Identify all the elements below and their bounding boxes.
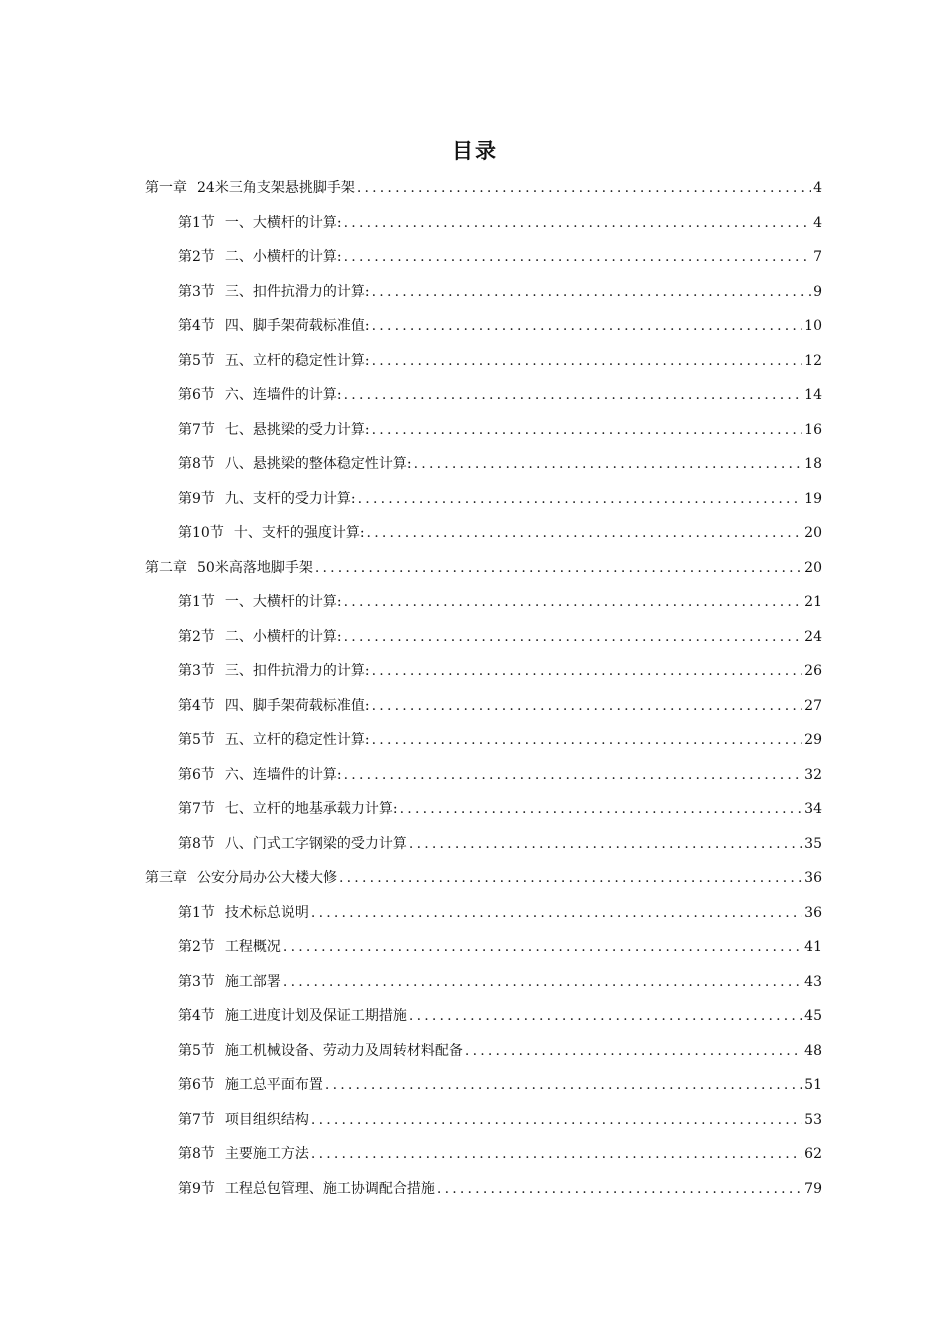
toc-entry-text: 50米高落地脚手架: [197, 559, 313, 576]
toc-entry-label: [178, 999, 407, 1034]
toc-dot-leader: [311, 896, 802, 931]
toc-entry-number: 第10节: [178, 525, 224, 541]
toc-section-entry[interactable]: [145, 930, 822, 965]
toc-page-number: 4: [813, 180, 822, 196]
toc-page-number: 79: [804, 1180, 822, 1197]
toc-page-number: 53: [804, 1111, 822, 1128]
toc-entry-number: 第2节: [178, 249, 215, 265]
toc-page-number: 12: [804, 352, 822, 369]
toc-dot-leader: [358, 482, 803, 517]
toc-entry-text: 八、门式工字钢梁的受力计算: [224, 835, 407, 852]
toc-entry-label: [178, 1068, 323, 1103]
toc-entry-text: 六、连墙件的计算:: [224, 387, 342, 403]
toc-entry-text: 二、小横杆的计算:: [224, 249, 342, 265]
toc-dot-leader: [372, 723, 803, 758]
toc-entry-text: 一、大横杆的计算:: [224, 214, 342, 231]
toc-entry-label: [178, 206, 342, 241]
toc-page-number: 62: [804, 1146, 822, 1162]
toc-page-number: 35: [804, 835, 822, 852]
toc-page-number: 45: [804, 1008, 822, 1024]
toc-section-entry[interactable]: [145, 620, 822, 655]
toc-section-entry[interactable]: [145, 999, 822, 1034]
toc-entry-label: [178, 516, 365, 551]
toc-dot-leader: [400, 792, 803, 827]
toc-section-entry[interactable]: [145, 447, 822, 482]
toc-section-entry[interactable]: [145, 378, 822, 413]
toc-section-entry[interactable]: [145, 309, 822, 344]
toc-dot-leader: [315, 551, 802, 586]
toc-entry-number: 第4节: [178, 318, 215, 334]
toc-entry-text: 四、脚手架荷载标准值:: [224, 697, 370, 714]
toc-page-number: 36: [804, 870, 822, 886]
toc-entry-text: 工程概况: [224, 939, 281, 955]
toc-entry-number: 第8节: [178, 456, 215, 472]
toc-dot-leader: [344, 758, 803, 793]
toc-section-entry[interactable]: [145, 1172, 822, 1207]
toc-entry-label: [178, 758, 342, 793]
toc-entry-label: [145, 551, 313, 586]
toc-dot-leader: [344, 240, 811, 275]
toc-section-entry[interactable]: [145, 689, 822, 724]
toc-entry-number: 第8节: [178, 835, 215, 852]
toc-entry-number: 第三章: [145, 870, 187, 886]
toc-entry-text: 施工部署: [224, 973, 281, 990]
toc-entry-label: [178, 1137, 309, 1172]
toc-section-entry[interactable]: [145, 723, 822, 758]
toc-page-number: 34: [804, 801, 822, 817]
toc-dot-leader: [344, 585, 803, 620]
toc-dot-leader: [344, 620, 803, 655]
toc-entry-text: 二、小横杆的计算:: [224, 628, 342, 645]
toc-entry-label: [178, 896, 309, 931]
toc-entry-label: [178, 585, 342, 620]
toc-chapter-entry[interactable]: [145, 171, 822, 206]
toc-page-number: 14: [804, 387, 822, 403]
toc-section-entry[interactable]: [145, 792, 822, 827]
toc-page-number: 10: [804, 318, 822, 334]
toc-entry-number: 第6节: [178, 387, 215, 403]
toc-page-number: 21: [804, 594, 822, 610]
toc-entry-label: [178, 792, 398, 827]
toc-page-number: 36: [804, 904, 822, 921]
toc-dot-leader: [283, 965, 802, 1000]
toc-entry-label: [178, 930, 281, 965]
toc-entry-text: 五、立杆的稳定性计算:: [224, 732, 370, 748]
toc-entry-number: 第5节: [178, 352, 215, 369]
toc-dot-leader: [465, 1034, 802, 1069]
toc-page-number: 20: [804, 559, 822, 576]
toc-page-number: 19: [804, 490, 822, 507]
toc-entry-label: [178, 344, 370, 379]
toc-section-entry[interactable]: [145, 896, 822, 931]
toc-section-entry[interactable]: [145, 1137, 822, 1172]
toc-entry-text: 项目组织结构: [224, 1111, 309, 1128]
toc-entry-text: 施工进度计划及保证工期措施: [224, 1008, 407, 1024]
toc-chapter-entry[interactable]: [145, 551, 822, 586]
toc-entry-number: 第1节: [178, 904, 215, 921]
toc-section-entry[interactable]: [145, 965, 822, 1000]
toc-section-entry[interactable]: [145, 482, 822, 517]
toc-dot-leader: [339, 861, 802, 896]
toc-dot-leader: [372, 275, 811, 310]
toc-page-number: 27: [804, 697, 822, 714]
toc-dot-leader: [325, 1068, 802, 1103]
toc-section-entry[interactable]: [145, 1034, 822, 1069]
toc-dot-leader: [372, 309, 803, 344]
toc-entry-text: 九、支杆的受力计算:: [224, 490, 356, 507]
toc-dot-leader: [311, 1103, 802, 1138]
toc-dot-leader: [409, 827, 802, 862]
toc-entry-text: 三、扣件抗滑力的计算:: [224, 283, 370, 300]
toc-page-number: 48: [804, 1042, 822, 1059]
toc-entry-number: 第3节: [178, 283, 215, 300]
toc-section-entry[interactable]: [145, 585, 822, 620]
toc-page-number: 41: [804, 939, 822, 955]
toc-entry-number: 第5节: [178, 732, 215, 748]
toc-section-entry[interactable]: [145, 240, 822, 275]
toc-entry-text: 施工总平面布置: [224, 1077, 323, 1093]
toc-page-number: 9: [813, 283, 822, 300]
toc-entry-number: 第9节: [178, 1180, 215, 1197]
toc-dot-leader: [367, 516, 803, 551]
toc-entry-text: 八、悬挑梁的整体稳定性计算:: [224, 456, 412, 472]
toc-entry-label: [178, 965, 281, 1000]
toc-section-entry[interactable]: [145, 1068, 822, 1103]
toc-entry-text: 六、连墙件的计算:: [224, 766, 342, 783]
toc-entry-number: 第4节: [178, 1008, 215, 1024]
toc-dot-leader: [372, 654, 803, 689]
toc-dot-leader: [372, 344, 803, 379]
toc-entry-label: [178, 1034, 463, 1069]
toc-entry-label: [178, 1172, 435, 1207]
toc-dot-leader: [283, 930, 802, 965]
toc-section-entry[interactable]: [145, 758, 822, 793]
toc-entry-text: 24米三角支架悬挑脚手架: [197, 180, 355, 196]
toc-entry-number: 第一章: [145, 180, 187, 196]
toc-entry-label: [178, 1103, 309, 1138]
toc-section-entry[interactable]: [145, 516, 822, 551]
toc-page-number: 29: [804, 732, 822, 748]
toc-section-entry[interactable]: [145, 206, 822, 241]
toc-entry-number: 第6节: [178, 1077, 215, 1093]
toc-title: 目录: [452, 139, 498, 163]
toc-entry-number: 第2节: [178, 628, 215, 645]
toc-entry-text: 七、悬挑梁的受力计算:: [224, 421, 370, 438]
toc-entry-number: 第1节: [178, 214, 215, 231]
toc-entry-number: 第7节: [178, 421, 215, 438]
toc-entry-label: [178, 827, 407, 862]
toc-page-number: 16: [804, 421, 822, 438]
toc-entry-text: 施工机械设备、劳动力及周转材料配备: [224, 1042, 463, 1059]
toc-dot-leader: [414, 447, 803, 482]
toc-entry-number: 第3节: [178, 663, 215, 679]
toc-entry-text: 一、大横杆的计算:: [224, 594, 342, 610]
toc-page-number: 24: [804, 628, 822, 645]
toc-entry-label: [178, 413, 370, 448]
toc-entry-number: 第7节: [178, 1111, 215, 1128]
toc-entry-label: [145, 861, 337, 896]
toc-page-number: 4: [813, 214, 822, 231]
toc-entry-label: [178, 240, 342, 275]
toc-page-number: 43: [804, 973, 822, 990]
toc-entry-number: 第7节: [178, 801, 215, 817]
toc-dot-leader: [344, 206, 811, 241]
toc-list: [145, 171, 822, 1206]
toc-entry-text: 公安分局办公大楼大修: [197, 870, 337, 886]
toc-entry-text: 十、支杆的强度计算:: [233, 525, 365, 541]
toc-dot-leader: [372, 413, 803, 448]
toc-entry-text: 三、扣件抗滑力的计算:: [224, 663, 370, 679]
toc-entry-number: 第2节: [178, 939, 215, 955]
toc-entry-number: 第二章: [145, 559, 187, 576]
toc-page-number: 51: [804, 1077, 822, 1093]
toc-section-entry[interactable]: [145, 344, 822, 379]
toc-entry-text: 五、立杆的稳定性计算:: [224, 352, 370, 369]
toc-entry-text: 四、脚手架荷载标准值:: [224, 318, 370, 334]
toc-entry-label: [178, 482, 356, 517]
toc-entry-label: [178, 275, 370, 310]
toc-entry-label: [178, 447, 412, 482]
toc-page-number: 18: [804, 456, 822, 472]
toc-entry-number: 第5节: [178, 1042, 215, 1059]
toc-chapter-entry[interactable]: [145, 861, 822, 896]
toc-entry-label: [178, 378, 342, 413]
toc-page-number: 20: [804, 525, 822, 541]
toc-section-entry[interactable]: [145, 413, 822, 448]
toc-entry-label: [178, 309, 370, 344]
toc-entry-number: 第6节: [178, 766, 215, 783]
toc-entry-number: 第3节: [178, 973, 215, 990]
toc-entry-text: 工程总包管理、施工协调配合措施: [224, 1180, 435, 1197]
toc-section-entry[interactable]: [145, 275, 822, 310]
toc-entry-text: 七、立杆的地基承载力计算:: [224, 801, 398, 817]
toc-page-number: 26: [804, 663, 822, 679]
toc-dot-leader: [437, 1172, 802, 1207]
toc-dot-leader: [372, 689, 803, 724]
toc-entry-label: [178, 689, 370, 724]
toc-dot-leader: [311, 1137, 802, 1172]
toc-entry-number: 第4节: [178, 697, 215, 714]
toc-dot-leader: [409, 999, 802, 1034]
toc-entry-label: [178, 654, 370, 689]
toc-section-entry[interactable]: [145, 827, 822, 862]
toc-page-number: 32: [804, 766, 822, 783]
toc-dot-leader: [357, 171, 811, 206]
toc-entry-number: 第8节: [178, 1146, 215, 1162]
toc-section-entry[interactable]: [145, 1103, 822, 1138]
toc-page-number: 7: [813, 249, 822, 265]
toc-dot-leader: [344, 378, 803, 413]
toc-entry-number: 第9节: [178, 490, 215, 507]
toc-entry-label: [178, 620, 342, 655]
toc-entry-text: 主要施工方法: [224, 1146, 309, 1162]
toc-entry-label: [178, 723, 370, 758]
toc-entry-label: [145, 171, 355, 206]
toc-section-entry[interactable]: [145, 654, 822, 689]
toc-entry-text: 技术标总说明: [224, 904, 309, 921]
toc-entry-number: 第1节: [178, 594, 215, 610]
